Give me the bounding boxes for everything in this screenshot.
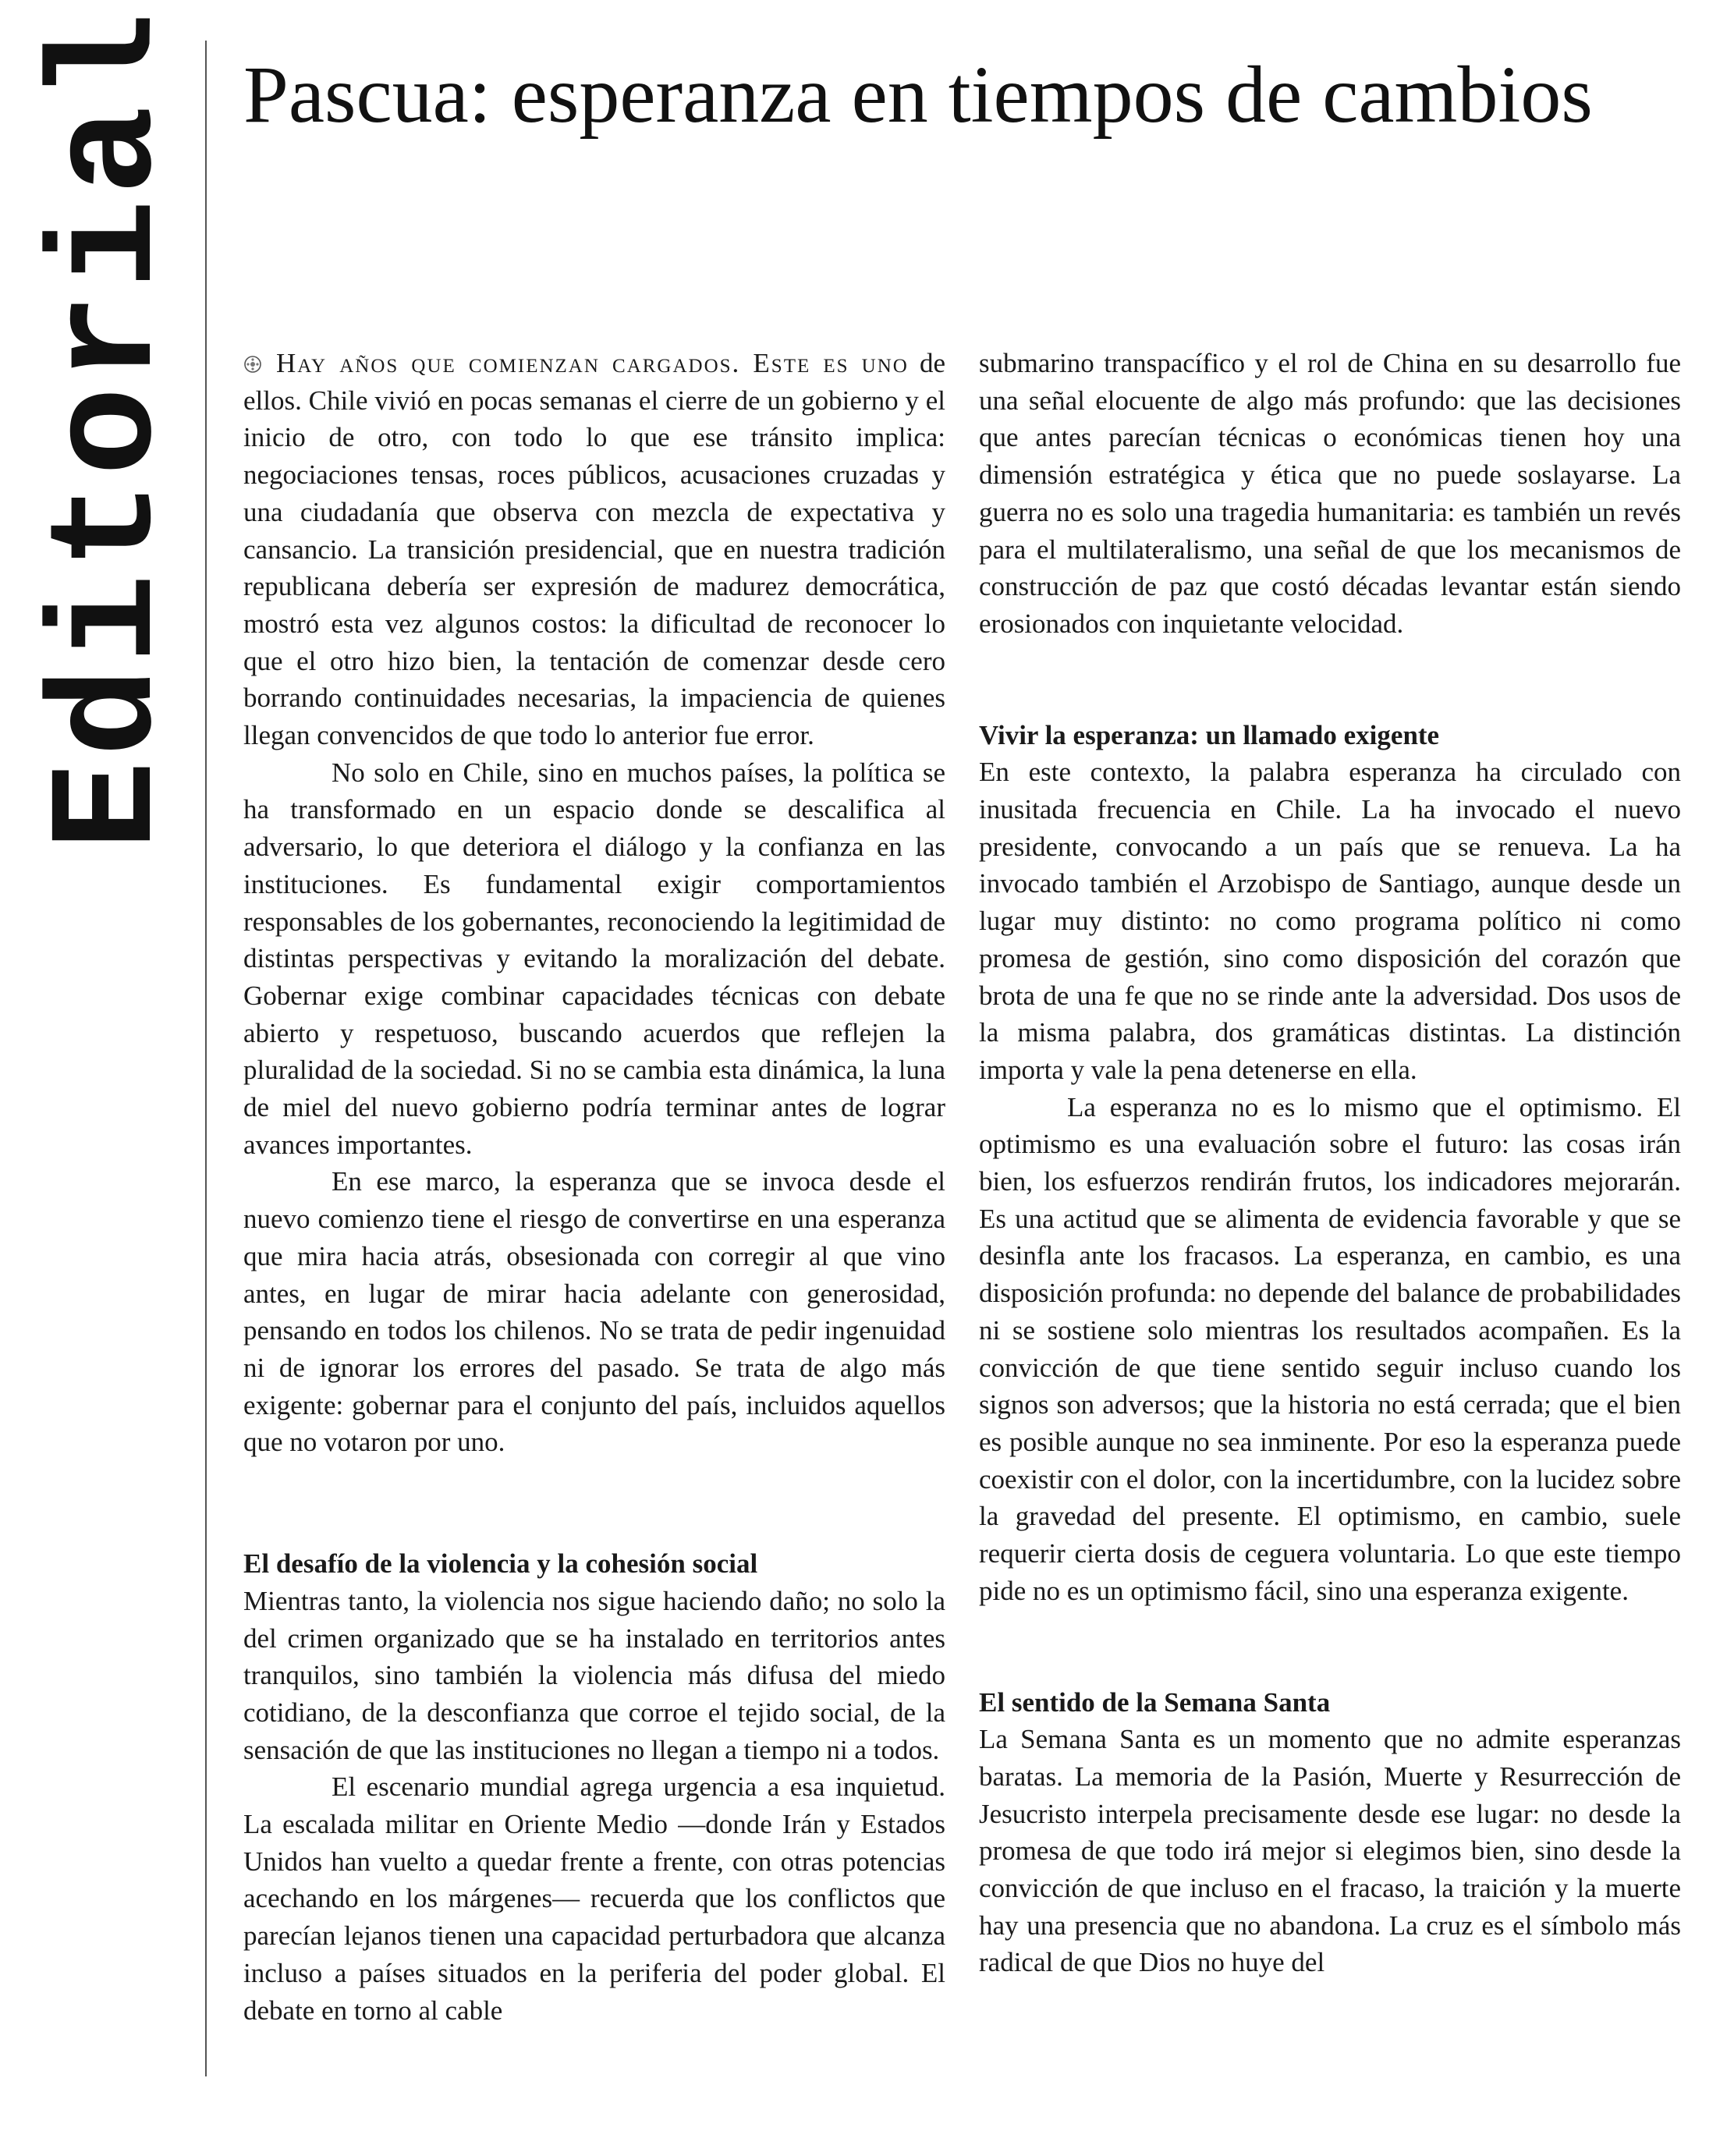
paragraph: La Semana Santa es un momento que no admite esperanzas baratas. La memoria de la Pasión, Muerte y Resurrección de Jesucristo interpela precisamente desde ese lugar: no desde la promesa de que todo irá mejor si elegimos bien, sino desde la convicción de que incluso en el fracaso, la traición y la muerte hay una presencia que no abandona. La cruz es el símbolo más radical de que Dios no huye del — [979, 1724, 1681, 1978]
paragraph: En ese marco, la esperanza que se invoca desde el nuevo comienzo tiene el riesgo de convertirse en una esperanza que mira hacia atrás, obsesionada con corregir al que vino antes, en lugar de mirar hacia adelante con generosidad, pensando en todos los chilenos. No se trata de pedir ingenuidad ni de ignorar los errores del pasado. Se trata de algo más exigente: gobernar para el conjunto del país, incluidos aquellos que no votaron por uno. — [243, 1166, 945, 1458]
subheading: Vivir la esperanza: un llamado exigente — [979, 719, 1440, 750]
lead-text: de ellos. Chile vivió en pocas semanas el cierre de un gobierno y el inicio de otro, con todo lo que ese tránsito implica: negociaciones tensas, roces públicos, acusaciones cruzadas y una ciudadanía que observa con mezcla de expectativa y cansancio. La transición presidencial, que en nuestra tradición republicana debería ser expresión de madurez democrática, mostró esta vez algunos costos: la dificultad de reconocer lo que el otro hizo bien, la tentación de comenzar desde cero borrando continuidades necesarias, la impaciencia de quienes llegan convencidos de que todo lo anterior fue error. — [243, 348, 945, 751]
paragraph: La esperanza no es lo mismo que el optimismo. El optimismo es una evaluación sobre el futuro: las cosas irán bien, los esfuerzos rendirán frutos, los indicadores mejorarán. Es una actitud que se alimenta de evidencia favorable y que se desinfla ante los fracasos. La esperanza, en cambio, es una disposición profunda: no depende del balance de probabilidades ni se sostiene solo mientras los resultados acompañen. Es la convicción de que tiene sentido seguir incluso cuando los signos son adversos; que la historia no está cerrada; que el bien es posible aunque no sea inminente. Por eso la esperanza puede coexistir con el dolor, con la incertidumbre, con la lucidez sobre la gravedad del presente. El optimismo, en cambio, suele requerir cierta dosis de ceguera voluntaria. Lo que este tiempo pide no es un optimismo fácil, sino una esperanza exigente. — [979, 1091, 1681, 1606]
vertical-divider — [205, 41, 207, 2076]
paragraph: En este contexto, la palabra esperanza ha circulado con inusitada frecuencia en Chile. La ha invocado el nuevo presidente, convocando a un país que se renueva. La ha invocado también el Arzobispo de Santiago, aunque desde un lugar muy distinto: no como programa político ni como promesa de gestión, sino como disposición del corazón que brota de una fe que no se rinde ante la adversidad. Dos usos de la misma palabra, dos gramáticas distintas. La distinción importa y vale la pena detenerse en ella. — [979, 757, 1681, 1085]
paragraph: Mientras tanto, la violencia nos sigue haciendo daño; no solo la del crimen organizado que se ha instalado en territorios antes tranquilos, sino también la violencia más difusa del miedo cotidiano, de la desconfianza que corroe el tejido social, de la sensación de que las instituciones no llegan a tiempo ni a todos. — [243, 1585, 945, 1765]
section-label: Editorial — [27, 7, 195, 850]
subheading: El desafío de la violencia y la cohesión social — [243, 1548, 758, 1580]
paragraph: El escenario mundial agrega urgencia a esa inquietud. La escalada militar en Oriente Medio —donde Irán y Estados Unidos han vuelto a quedar frente a frente, con otras potencias acechando en los márgenes— recuerda que los conflictos que parecían lejanos tienen una capacidad perturbadora que alcanza incluso a países situados en la periferia del poder global. El debate en torno al cable — [243, 1771, 945, 2026]
article-title: Pascua: esperanza en tiempos de cambios — [243, 50, 1593, 140]
lead-paragraph — [243, 345, 945, 754]
column-left — [243, 345, 945, 2029]
paragraph: submarino transpacífico y el rol de China en su desarrollo fue una señal elocuente de algo más profundo: que las decisiones que antes parecían técnicas o económicas tienen hoy una dimensión estratégica y ética que no puede soslayarse. La guerra no es solo una tragedia humanitaria: es también un revés para el multilateralismo, una señal de que los mecanismos de construcción de paz que costó décadas levantar están siendo erosionados con inquietante velocidad. — [979, 348, 1681, 639]
paragraph: No solo en Chile, sino en muchos países, la política se ha transformado en un espacio donde se descalifica al adversario, lo que deteriora el diálogo y la confianza en las instituciones. Es fundamental exigir comportamientos responsables de los gobernantes, reconociendo la legitimidad de distintas perspectivas y evitando la moralización del debate. Gobernar exige combinar capacidades técnicas con debate abierto y respetuoso, buscando acuerdos que reflejen la pluralidad de la sociedad. Si no se cambia esta dinámica, la luna de miel del nuevo gobierno podría terminar antes de lograr avances importantes. — [243, 757, 945, 1160]
ornament-icon — [243, 355, 262, 374]
lead-caps: Hay años que comienzan cargados. Este es uno — [276, 348, 909, 378]
column-right — [979, 345, 1681, 1981]
subheading: El sentido de la Semana Santa — [979, 1686, 1331, 1718]
